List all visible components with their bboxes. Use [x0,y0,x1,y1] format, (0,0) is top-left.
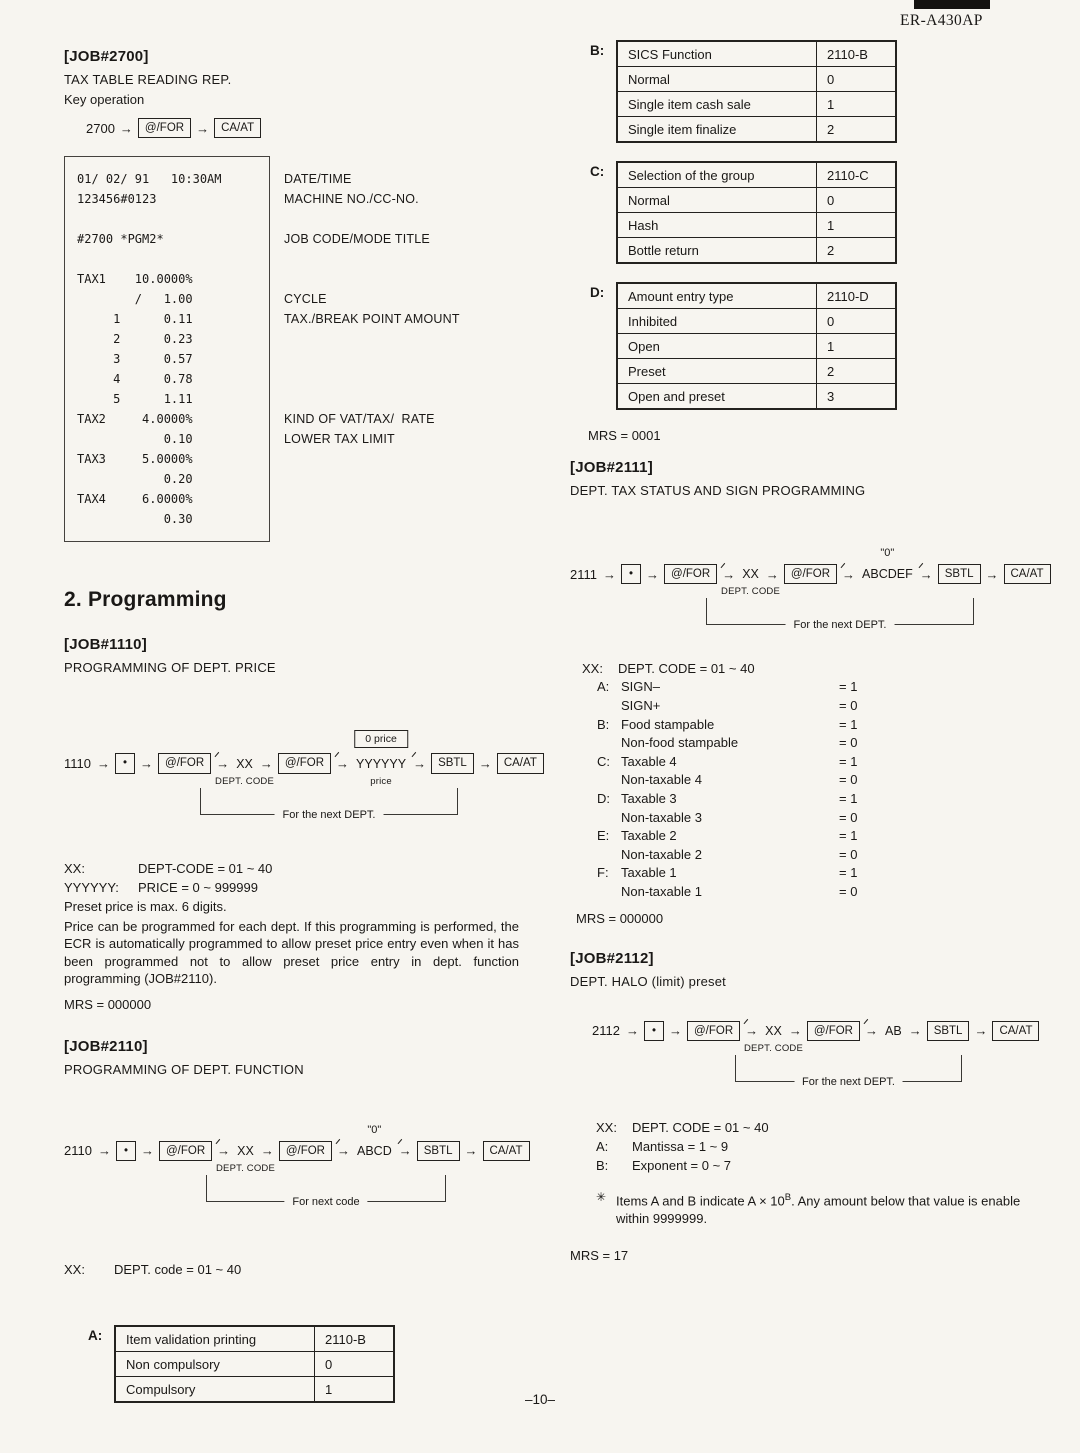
sample-receipt [64,156,522,542]
arrow-icon: → [260,1143,274,1159]
flow-var-text: AB [885,1023,902,1038]
table-letter: B: [590,43,605,58]
arrow-icon: → [217,1143,231,1159]
arrow-icon: → [216,756,230,772]
arrow-icon: → [669,1023,682,1039]
flow-loop-label: For next code [284,1196,367,1208]
arrow-icon: → [336,756,350,772]
arrow-icon: → [974,1023,988,1039]
arrow-icon: → [413,756,427,772]
job2110-subtitle: PROGRAMMING OF DEPT. FUNCTION [64,1061,304,1077]
dot-key: • [115,753,135,773]
price-label: price [370,775,392,787]
arrow-icon: → [908,1023,922,1039]
sbtl-key: SBTL [431,753,474,773]
receipt-line [77,249,263,269]
arrow-icon: → [603,566,616,582]
flow-loop-bracket [706,598,974,632]
flow-var-abcdef [860,547,915,582]
sbtl-key: SBTL [938,564,981,584]
table-header-row: SICS Function 2110-B [617,41,896,67]
flow-var-ab [883,1024,904,1038]
dot-key: • [116,1141,136,1161]
mrs-value: MRS = 000000 [576,910,664,926]
sign-status-row: C: Taxable 4 = 1 [597,753,858,769]
arrow-icon: → [865,1023,878,1039]
at-for-key: @/FOR [807,1021,860,1041]
dot-key: • [644,1021,664,1041]
right-column [570,40,1044,1264]
receipt-line: TAX4 6.0000% [77,492,193,507]
sbtl-key: SBTL [927,1021,970,1041]
receipt-annotation: MACHINE NO./CC-NO. [284,192,419,207]
flow-loop-bracket [735,1055,962,1088]
arrow-icon: → [919,566,933,582]
arrow-icon: → [842,566,856,582]
flow-var-text: YYYYYY [356,756,407,771]
at-for-key: @/FOR [138,118,191,138]
receipt-annotation [284,209,460,229]
receipt-line: 5 1.11 [77,392,193,407]
halo-note [596,1189,1040,1228]
sign-status-list [597,678,1040,901]
receipt-line: 1 0.11 [77,312,193,327]
receipt-line: 01/ 02/ 91 10:30AM [77,172,222,187]
receipt-line: 3 0.57 [77,352,193,367]
redaction-bar [914,0,990,9]
flow-loop-label: For the next DEPT. [275,809,384,821]
flow-var-text: ABCDEF [862,567,913,582]
sign-status-row: E: Taxable 2 = 1 [597,828,858,844]
table-letter: A: [88,1328,103,1344]
flow-var-text: ABCD [357,1143,392,1158]
table-row: Hash 1 [617,213,896,238]
spec-yyyyyy: YYYYYY: PRICE = 0 ~ 999999 [64,879,258,895]
job1110-title: [JOB#1110] [64,636,147,654]
table-row: Preset 2 [617,359,896,384]
receipt-line: TAX1 10.0000% [77,272,193,287]
job2111-subtitle: DEPT. TAX STATUS AND SIGN PROGRAMMING [570,483,866,498]
flow-var-dept-code [215,1143,276,1174]
sign-status-row: D: Taxable 3 = 1 [597,790,858,806]
dept-code-label: DEPT. CODE [743,1042,804,1054]
table-letter: C: [590,164,605,179]
receipt-annotation [284,369,460,389]
receipt-printout [64,156,270,542]
sign-status-row: F: Taxable 1 = 1 [597,865,858,881]
table-row: Normal 0 [617,188,896,213]
dot-key: • [621,564,641,584]
sign-status-row: Non-taxable 2 = 0 [621,846,858,862]
arrow-icon: → [259,756,273,772]
arrow-icon: → [464,1143,478,1159]
flow-start-code: 2112 [592,1023,620,1039]
arrow-icon: → [97,756,110,772]
sign-status-row: Non-taxable 3 = 0 [621,809,858,825]
sign-status-row: SIGN+ = 0 [621,697,858,713]
mrs-value: MRS = 17 [570,1248,629,1264]
table-row: Bottle return 2 [617,238,896,264]
flow-loop-label: For the next DEPT. [786,619,895,631]
mrs-value: MRS = 000000 [64,996,152,1012]
zero-option-label: "0" [367,1123,382,1136]
receipt-annotation [284,509,460,529]
arrow-icon: → [478,756,492,772]
receipt-annotation: JOB CODE/MODE TITLE [284,232,430,247]
receipt-annotation [284,489,460,509]
arrow-icon: → [985,566,999,582]
table-group-selection [590,161,1040,264]
flow-var-text: XX [765,1023,782,1038]
table-row: Open and preset 3 [617,384,896,410]
arrow-icon: → [745,1023,759,1039]
ca-at-key: CA/AT [214,118,261,138]
key-operation-label: Key operation [64,92,145,107]
receipt-line: TAX2 4.0000% [77,412,193,427]
receipt-annotation [284,269,460,289]
job1110-subtitle: PROGRAMMING OF DEPT. PRICE [64,660,276,676]
table-row: Single item finalize 2 [617,117,896,143]
flow-var-text: XX [742,567,759,582]
dept-code-label: DEPT. CODE [721,586,781,598]
arrow-icon: → [141,1143,154,1159]
receipt-line: / 1.00 [77,292,193,307]
spec-row: A: Mantissa = 1 ~ 9 [596,1138,729,1154]
page-number: –10– [524,1392,556,1407]
spec-row: B: Exponent = 0 ~ 7 [596,1157,732,1173]
zero-price-box: 0 price [354,730,408,748]
flow-var-dept-code [721,567,781,598]
arrow-icon: → [646,566,660,582]
ca-at-key: CA/AT [483,1141,530,1161]
receipt-annotation: DATE/TIME [284,172,352,187]
arrow-icon: → [337,1143,350,1159]
flow-loop-bracket [206,1175,446,1209]
receipt-line: 4 0.78 [77,372,193,387]
arrow-icon: → [765,566,779,582]
sign-status-row: Non-taxable 4 = 0 [621,772,858,788]
flow-loop-bracket [200,788,458,821]
table-sics-function [590,40,1040,143]
sign-status-row: B: Food stampable = 1 [597,716,858,732]
table-row: Open 1 [617,334,896,359]
spec-row: XX: DEPT. CODE = 01 ~ 40 [596,1119,769,1135]
at-for-key: @/FOR [159,1141,212,1161]
flow-var-text: XX [237,1143,254,1158]
receipt-line: 123456#0123 [77,192,157,207]
zero-option-label: "0" [880,547,895,560]
sbtl-key: SBTL [417,1141,460,1161]
receipt-annotations [284,156,460,542]
job2700-key-sequence [86,118,522,138]
receipt-annotation: LOWER TAX LIMIT [284,432,395,447]
receipt-annotation [284,349,460,369]
dept-code-label: DEPT. CODE [215,775,275,787]
job2110-title: [JOB#2110] [64,1037,148,1055]
table-amount-entry [590,282,1040,410]
programming-heading: 2. Programming [64,588,227,612]
at-for-key: @/FOR [687,1021,740,1041]
key-flow-job2110 [64,1117,523,1209]
table-row: Compulsory 1 [115,1377,394,1403]
receipt-annotation: TAX./BREAK POINT AMOUNT [284,312,460,327]
receipt-line: 0.10 [77,432,193,447]
left-column [64,40,537,1403]
arrow-icon: → [97,1143,111,1159]
receipt-annotation [284,449,460,469]
table-header-row: Amount entry type 2110-D [617,283,896,309]
asterisk-icon: ✳ [596,1189,607,1204]
receipt-line [77,209,263,229]
arrow-icon: → [722,566,736,582]
job2700-title: [JOB#2700] [64,48,149,65]
receipt-annotation: KIND OF VAT/TAX/ RATE [284,412,435,427]
key-flow-job2111 [570,540,1044,632]
flow-start-code: 1110 [64,756,91,772]
job2112-specs [596,1118,1040,1175]
arrow-icon: → [788,1023,802,1039]
table-row: Normal 0 [617,67,896,92]
at-for-key: @/FOR [784,564,837,584]
flow-loop-label: For the next DEPT. [794,1076,903,1088]
at-for-key: @/FOR [664,564,717,584]
arrow-icon: → [398,1143,412,1159]
flow-var-price [354,732,408,787]
doc-model-header [900,0,990,30]
at-for-key: @/FOR [158,753,211,773]
table-header-row: Item validation printing 2110-B [115,1326,394,1352]
flow-var-dept-code [743,1023,804,1054]
table-row: Inhibited 0 [617,309,896,334]
model-number: ER-A430AP [900,12,983,29]
mrs-value: MRS = 0001 [588,428,661,443]
arrow-icon: → [196,120,210,136]
halo-note-text: Items A and B indicate $A \times 10^B$. Any amount below that value is enable within 9999999. [616,1191,1021,1227]
flow-start-code: 2110 [64,1143,92,1159]
sign-status-row: A: SIGN– = 1 [597,679,858,695]
flow-var-text: XX [236,756,253,771]
at-for-key: @/FOR [278,753,331,773]
table-row: Non compulsory 0 [115,1352,394,1377]
key-flow-job2112 [592,1015,1040,1088]
flow-start-code: 2111 [570,566,597,582]
receipt-annotation [284,469,460,489]
job2700-subtitle: TAX TABLE READING REP. [64,72,232,87]
receipt-annotation [284,389,460,409]
dept-code-label: DEPT. CODE [215,1162,276,1174]
arrow-icon: → [119,120,133,136]
sign-list-xx-row: XX: DEPT. CODE = 01 ~ 40 [582,661,755,677]
key-flow-job1110 [64,715,537,821]
job2112-title: [JOB#2112] [570,949,654,967]
arrow-icon: → [140,756,154,772]
table-header-row: Selection of the group 2110-C [617,162,896,188]
receipt-annotation [284,329,460,349]
arrow-icon: → [625,1023,639,1039]
table-row: Single item cash sale 1 [617,92,896,117]
spec-xx: XX: DEPT. code = 01 ~ 40 [64,1262,242,1278]
receipt-annotation: CYCLE [284,292,327,307]
exponent-sup: B [784,1191,792,1203]
flow-start-code: 2700 [86,120,115,136]
at-for-key: @/FOR [279,1141,332,1161]
sign-status-row: Non-taxable 1 = 0 [621,883,858,899]
preset-price-note: Preset price is max. 6 digits. [64,898,227,914]
ca-at-key: CA/AT [1004,564,1051,584]
job2111-title: [JOB#2111] [570,459,653,476]
job2112-subtitle: DEPT. HALO (limit) preset [570,973,726,989]
sign-status-row: Non-food stampable = 0 [621,735,858,751]
ca-at-key: CA/AT [992,1021,1039,1041]
receipt-line: #2700 *PGM2* [77,232,164,247]
receipt-line: 0.30 [77,512,193,527]
flow-var-abcd [355,1123,394,1158]
receipt-line: TAX3 5.0000% [77,452,193,467]
receipt-line: 0.20 [77,472,193,487]
spec-xx: XX: DEPT-CODE = 01 ~ 40 [64,860,273,876]
receipt-line: 2 0.23 [77,332,193,347]
receipt-annotation [284,249,460,269]
ca-at-key: CA/AT [497,753,544,773]
job1110-paragraph: Price can be programmed for each dept. If this programming is performed, the ECR is automatically programmed to allow preset price entry even when it has been programmed not to allow preset price entry in dept. function programming (JOB#2110). [64,918,519,987]
table-letter: D: [590,285,605,300]
flow-var-dept-code [215,756,275,787]
